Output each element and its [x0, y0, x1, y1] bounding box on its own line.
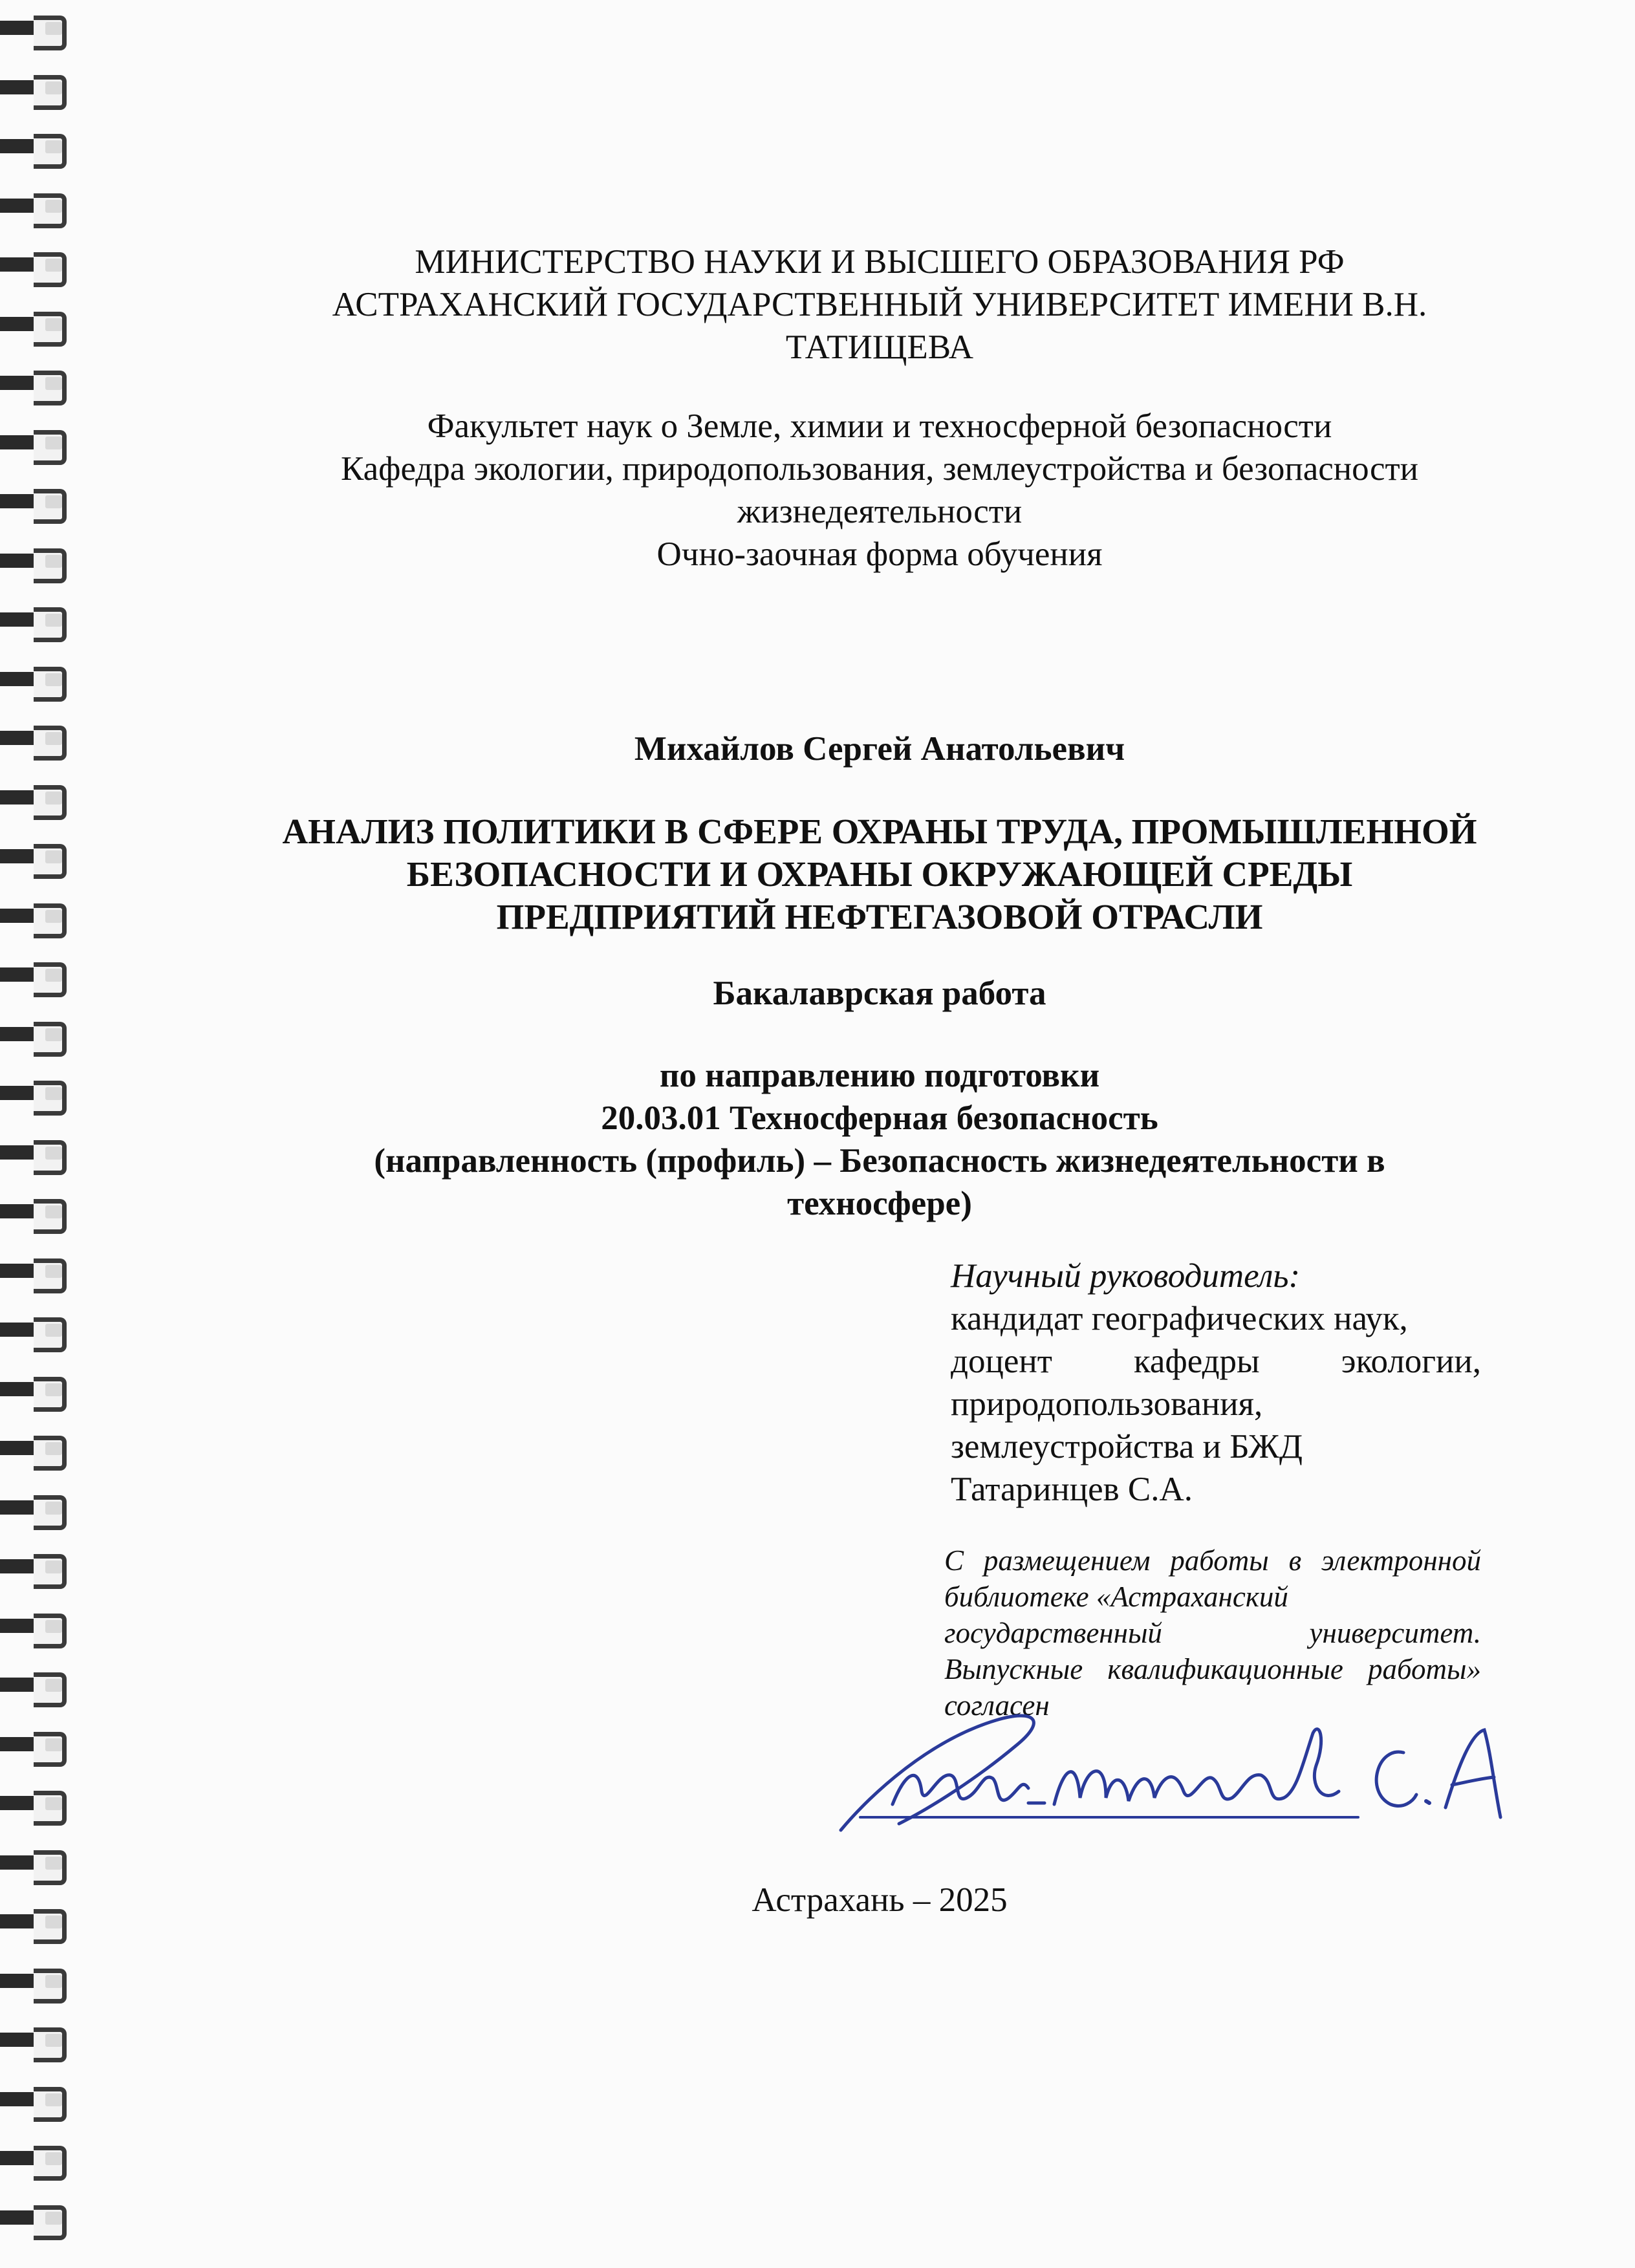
binding-ring [0, 1905, 65, 1939]
binding-punch-hole [45, 1975, 62, 1988]
binding-ring-wire [0, 672, 38, 686]
binding-punch-hole [45, 1620, 62, 1633]
work-type: Бакалаврская работа [713, 975, 1046, 1012]
binding-punch-hole [45, 81, 62, 94]
binding-ring [0, 781, 65, 815]
signature-part-initials [893, 1775, 1028, 1804]
faculty-name: Факультет наук о Земле, химии и техносферной безопасности [427, 407, 1332, 445]
binding-ring [0, 1373, 65, 1407]
signature-part-surname [1054, 1729, 1339, 1804]
binding-ring-wire [0, 1737, 38, 1751]
binding-ring [0, 1491, 65, 1525]
binding-ring-wire [0, 1204, 38, 1218]
binding-punch-hole [45, 22, 62, 35]
binding-punch-hole [45, 910, 62, 923]
consent-line3: государственный университет. [944, 1617, 1481, 1649]
advisor-caption: Научный руководитель: [951, 1257, 1301, 1295]
advisor-degree: кандидат географических наук, [951, 1300, 1408, 1337]
binding-ring-wire [0, 2210, 38, 2225]
binding-ring-wire [0, 1145, 38, 1160]
binding-ring-wire [0, 199, 38, 213]
binding-ring [0, 1965, 65, 1998]
binding-ring-wire [0, 1500, 38, 1515]
binding-ring [0, 426, 65, 460]
binding-ring [0, 900, 65, 933]
binding-ring [0, 603, 65, 637]
binding-ring [0, 1255, 65, 1288]
binding-ring [0, 1550, 65, 1584]
handwritten-signature [821, 1694, 1539, 1843]
binding-punch-hole [45, 1205, 62, 1218]
consent-line2: библиотеке «Астраханский [944, 1581, 1288, 1613]
binding-punch-hole [45, 1383, 62, 1396]
binding-ring [0, 2201, 65, 2235]
binding-punch-hole [45, 2034, 62, 2047]
binding-ring [0, 485, 65, 519]
signature-part-letters [1376, 1752, 1416, 1806]
binding-ring-wire [0, 1441, 38, 1455]
binding-ring [0, 2083, 65, 2117]
ministry-name: МИНИСТЕРСТВО НАУКИ И ВЫСШЕГО ОБРАЗОВАНИЯ РФ [415, 243, 1345, 281]
binding-ring-wire [0, 2092, 38, 2106]
binding-ring-wire [0, 21, 38, 35]
thesis-title-line1: АНАЛИЗ ПОЛИТИКИ В СФЕРЕ ОХРАНЫ ТРУДА, ПРОМЫШЛЕННОЙ [282, 812, 1477, 851]
binding-ring-wire [0, 1914, 38, 1928]
binding-ring-wire [0, 1855, 38, 1870]
binding-ring [0, 1846, 65, 1880]
binding-punch-hole [45, 1916, 62, 1928]
binding-ring [0, 1787, 65, 1820]
footer-block [213, 1879, 1546, 1921]
city-year: Астрахань – 2025 [752, 1881, 1008, 1919]
binding-ring [0, 1018, 65, 1052]
binding-ring [0, 1728, 65, 1762]
consent-line5: согласен [944, 1689, 1050, 1722]
author-name: Михайлов Сергей Анатольевич [634, 730, 1125, 768]
binding-ring-wire [0, 1323, 38, 1337]
advisor-department-line1: природопользования, [951, 1385, 1263, 1423]
signature-letter-a [1446, 1730, 1500, 1817]
binding-ring [0, 958, 65, 992]
direction-profile-line1: (направленность (профиль) – Безопасность жизнедеятельности в [374, 1142, 1385, 1180]
binding-ring-wire [0, 1264, 38, 1278]
consent-line1: С размещением работы в электронной [944, 1544, 1481, 1577]
binding-ring-wire [0, 849, 38, 863]
binding-punch-hole [45, 318, 62, 331]
binding-punch-hole [45, 1147, 62, 1160]
binding-ring [0, 1136, 65, 1170]
binding-ring [0, 308, 65, 341]
binding-ring-wire [0, 1559, 38, 1573]
faculty-block [213, 405, 1546, 576]
advisor-block [951, 1255, 1481, 1511]
binding-ring-wire [0, 1027, 38, 1041]
binding-ring-wire [0, 376, 38, 390]
binding-ring-wire [0, 967, 38, 982]
binding-punch-hole [45, 1738, 62, 1751]
university-name-line2: ТАТИЩЕВА [785, 329, 974, 366]
header-block [213, 241, 1546, 369]
binding-punch-hole [45, 1502, 62, 1515]
direction-profile-line2: техносфере) [787, 1185, 972, 1222]
binding-ring [0, 1610, 65, 1643]
binding-punch-hole [45, 732, 62, 745]
binding-punch-hole [45, 1442, 62, 1455]
binding-ring [0, 189, 65, 223]
binding-ring-wire [0, 909, 38, 923]
binding-punch-hole [45, 2152, 62, 2165]
author-block [213, 728, 1546, 770]
binding-ring [0, 1077, 65, 1110]
binding-ring-wire [0, 1796, 38, 1810]
advisor-name: Татаринцев С.А. [951, 1471, 1193, 1508]
thesis-title-line2: БЕЗОПАСНОСТИ И ОХРАНЫ ОКРУЖАЮЩЕЙ СРЕДЫ [406, 854, 1353, 894]
study-form: Очно-заочная форма обучения [656, 535, 1103, 573]
direction-block [213, 1054, 1546, 1225]
direction-code: 20.03.01 Техносферная безопасность [601, 1099, 1158, 1137]
binding-ring-wire [0, 317, 38, 331]
binding-ring-wire [0, 790, 38, 805]
binding-ring-wire [0, 494, 38, 508]
binding-punch-hole [45, 850, 62, 863]
binding-punch-hole [45, 1797, 62, 1810]
binding-ring [0, 1195, 65, 1229]
binding-ring [0, 1432, 65, 1465]
binding-ring [0, 722, 65, 755]
binding-ring [0, 2024, 65, 2057]
binding-punch-hole [45, 140, 62, 153]
binding-ring [0, 545, 65, 578]
binding-punch-hole [45, 1324, 62, 1337]
binding-punch-hole [45, 1028, 62, 1041]
department-name-line1: Кафедра экологии, природопользования, землеустройства и безопасности [340, 450, 1419, 488]
binding-ring [0, 248, 65, 282]
advisor-position: доцент кафедры экологии, [951, 1343, 1481, 1380]
binding-ring-wire [0, 612, 38, 627]
binding-ring-wire [0, 257, 38, 272]
binding-ring-wire [0, 554, 38, 568]
binding-punch-hole [45, 2093, 62, 2106]
binding-punch-hole [45, 259, 62, 272]
binding-ring [0, 2142, 65, 2176]
direction-intro: по направлению подготовки [659, 1057, 1100, 1094]
binding-punch-hole [45, 1265, 62, 1278]
binding-ring [0, 12, 65, 45]
binding-ring [0, 1313, 65, 1347]
signature-period [1426, 1801, 1429, 1803]
binding-punch-hole [45, 555, 62, 568]
work-type-block [213, 972, 1546, 1015]
binding-ring-wire [0, 80, 38, 94]
spiral-binding [0, 0, 84, 2268]
binding-ring-wire [0, 1974, 38, 1988]
binding-punch-hole [45, 673, 62, 686]
binding-ring-wire [0, 1619, 38, 1633]
signature-flourish [841, 1716, 1034, 1830]
binding-punch-hole [45, 969, 62, 982]
binding-punch-hole [45, 200, 62, 213]
binding-ring-wire [0, 1678, 38, 1692]
binding-ring-wire [0, 731, 38, 745]
binding-ring-wire [0, 2033, 38, 2047]
binding-ring [0, 130, 65, 164]
consent-line4: Выпускные квалификационные работы» [944, 1653, 1481, 1685]
binding-ring [0, 840, 65, 874]
binding-punch-hole [45, 437, 62, 449]
binding-punch-hole [45, 1857, 62, 1870]
binding-ring [0, 1669, 65, 1702]
binding-ring-wire [0, 1086, 38, 1100]
binding-punch-hole [45, 614, 62, 627]
department-name-line2: жизнедеятельности [737, 493, 1023, 530]
binding-punch-hole [45, 1087, 62, 1100]
binding-punch-hole [45, 792, 62, 805]
thesis-title [213, 810, 1546, 938]
binding-ring-wire [0, 435, 38, 449]
binding-punch-hole [45, 377, 62, 390]
binding-punch-hole [45, 2212, 62, 2225]
binding-ring-wire [0, 1382, 38, 1396]
binding-ring-wire [0, 2151, 38, 2165]
binding-ring-wire [0, 139, 38, 153]
advisor-department-line2: землеустройства и БЖД [951, 1428, 1303, 1465]
binding-punch-hole [45, 1561, 62, 1573]
binding-ring [0, 663, 65, 697]
binding-punch-hole [45, 495, 62, 508]
binding-ring [0, 367, 65, 400]
binding-punch-hole [45, 1679, 62, 1692]
thesis-title-line3: ПРЕДПРИЯТИЙ НЕФТЕГАЗОВОЙ ОТРАСЛИ [496, 897, 1263, 936]
university-name-line1: АСТРАХАНСКИЙ ГОСУДАРСТВЕННЫЙ УНИВЕРСИТЕТ ИМЕНИ В.Н. [332, 286, 1427, 323]
binding-ring [0, 71, 65, 105]
